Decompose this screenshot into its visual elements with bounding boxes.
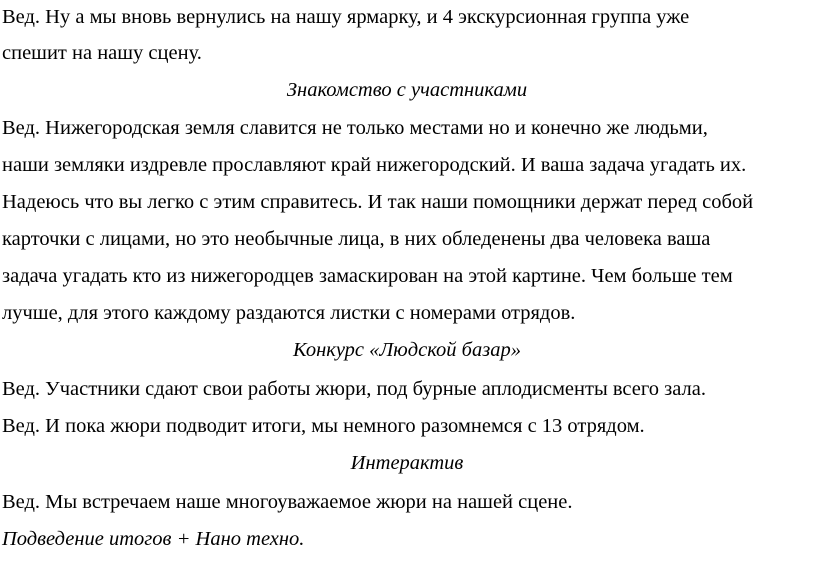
paragraph-participants-line-2: наши земляки издревле прославляют край нижегородский. И ваша задача угадать их. bbox=[2, 154, 747, 176]
paragraph-warmup: Вед. И пока жюри подводит итоги, мы немного разомнемся с 13 отрядом. bbox=[2, 415, 645, 437]
paragraph-jury-submission: Вед. Участники сдают свои работы жюри, под бурные аплодисменты всего зала. bbox=[2, 378, 706, 400]
paragraph-participants-line-6: лучше, для этого каждому раздаются листки с номерами отрядов. bbox=[2, 302, 576, 324]
section-heading-contest: Конкурс «Людской базар» bbox=[293, 339, 521, 361]
section-heading-interactive: Интерактив bbox=[350, 452, 464, 474]
paragraph-intro-line-2: спешит на нашу сцену. bbox=[2, 42, 202, 64]
paragraph-participants-line-1: Вед. Нижегородская земля славится не только местами но и конечно же людьми, bbox=[2, 117, 708, 139]
paragraph-intro-line-1: Вед. Ну а мы вновь вернулись на нашу ярмарку, и 4 экскурсионная группа уже bbox=[2, 6, 690, 28]
paragraph-participants-line-5: задача угадать кто из нижегородцев замаскирован на этой картине. Чем больше тем bbox=[2, 265, 733, 287]
paragraph-participants-line-4: карточки с лицами, но это необычные лица, в них обледенены два человека ваша bbox=[2, 228, 711, 250]
section-heading-introduction: Знакомство с участниками bbox=[286, 79, 528, 101]
closing-line-results: Подведение итогов + Нано техно. bbox=[2, 528, 305, 550]
paragraph-participants-line-3: Надеюсь что вы легко с этим справитесь. И так наши помощники держат перед собой bbox=[2, 191, 754, 213]
paragraph-jury-welcome: Вед. Мы встречаем наше многоуважаемое жюри на нашей сцене. bbox=[2, 491, 573, 513]
